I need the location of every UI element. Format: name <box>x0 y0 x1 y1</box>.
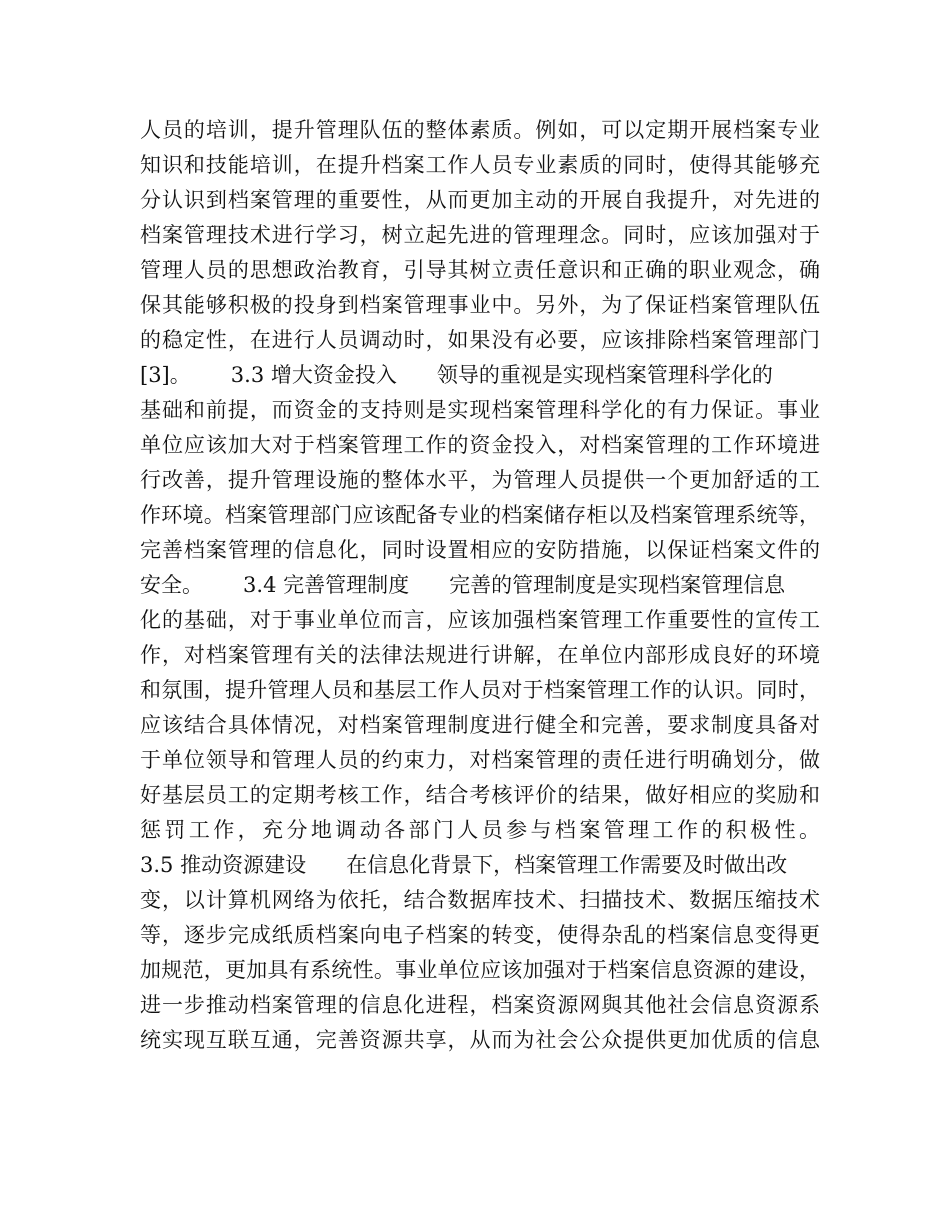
text-line: 知识和技能培训，在提升档案工作人员专业素质的同时，使得其能够充 <box>140 153 820 177</box>
text-line-section-3-4: 安全。 3.4 完善管理制度 完善的管理制度是实现档案管理信息 <box>140 573 786 597</box>
text-line: 作环境。档案管理部门应该配备专业的档案储存柜以及档案管理系统等， <box>140 503 820 527</box>
text-line: 基础和前提，而资金的支持则是实现档案管理科学化的有力保证。事业 <box>140 398 820 422</box>
text-line: 变，以计算机网络为依托，结合数据库技术、扫描技术、数据压缩技术 <box>140 888 820 912</box>
text-line: 单位应该加大对于档案管理工作的资金投入，对档案管理的工作环境进 <box>140 433 820 457</box>
text-line-section-3-3: [3]。 3.3 增大资金投入 领导的重视是实现档案管理科学化的 <box>140 363 773 387</box>
text-line: 完善档案管理的信息化，同时设置相应的安防措施，以保证档案文件的 <box>140 538 820 562</box>
text-line: 分认识到档案管理的重要性，从而更加主动的开展自我提升，对先进的 <box>140 188 820 212</box>
text-line: 加规范，更加具有系统性。事业单位应该加强对于档案信息资源的建设， <box>140 958 820 982</box>
text-line: 应该结合具体情况，对档案管理制度进行健全和完善，要求制度具备对 <box>140 713 820 737</box>
text-line: 进一步推动档案管理的信息化进程，档案资源网與其他社会信息资源系 <box>140 993 820 1017</box>
text-line: 人员的培训，提升管理队伍的整体素质。例如，可以定期开展档案专业 <box>140 118 820 142</box>
text-line: 统实现互联互通，完善资源共享，从而为社会公众提供更加优质的信息 <box>140 1028 820 1052</box>
text-line-section-3-5: 3.5 推动资源建设 在信息化背景下，档案管理工作需要及时做出改 <box>140 853 788 877</box>
text-line: 档案管理技术进行学习，树立起先进的管理理念。同时，应该加强对于 <box>140 223 820 247</box>
text-line: 化的基础，对于事业单位而言，应该加强档案管理工作重要性的宣传工 <box>140 608 820 632</box>
text-line: 于单位领导和管理人员的约束力，对档案管理的责任进行明确划分，做 <box>140 748 820 772</box>
body-text <box>140 113 820 1058</box>
text-line: 和氛围，提升管理人员和基层工作人员对于档案管理工作的认识。同时， <box>140 678 820 702</box>
text-line: 行改善，提升管理设施的整体水平，为管理人员提供一个更加舒适的工 <box>140 468 820 492</box>
text-line: 惩罚工作，充分地调动各部门人员参与档案管理工作的积极性。 <box>140 818 820 842</box>
text-line: 的稳定性，在进行人员调动时，如果没有必要，应该排除档案管理部门 <box>140 328 820 352</box>
text-line: 等，逐步完成纸质档案向电子档案的转变，使得杂乱的档案信息变得更 <box>140 923 820 947</box>
text-line: 作，对档案管理有关的法律法规进行讲解，在单位内部形成良好的环境 <box>140 643 820 667</box>
text-line: 管理人员的思想政治教育，引导其树立责任意识和正确的职业观念，确 <box>140 258 820 282</box>
text-line: 保其能够积极的投身到档案管理事业中。另外，为了保证档案管理队伍 <box>140 293 820 317</box>
text-line: 好基层员工的定期考核工作，结合考核评价的结果，做好相应的奖励和 <box>140 783 820 807</box>
